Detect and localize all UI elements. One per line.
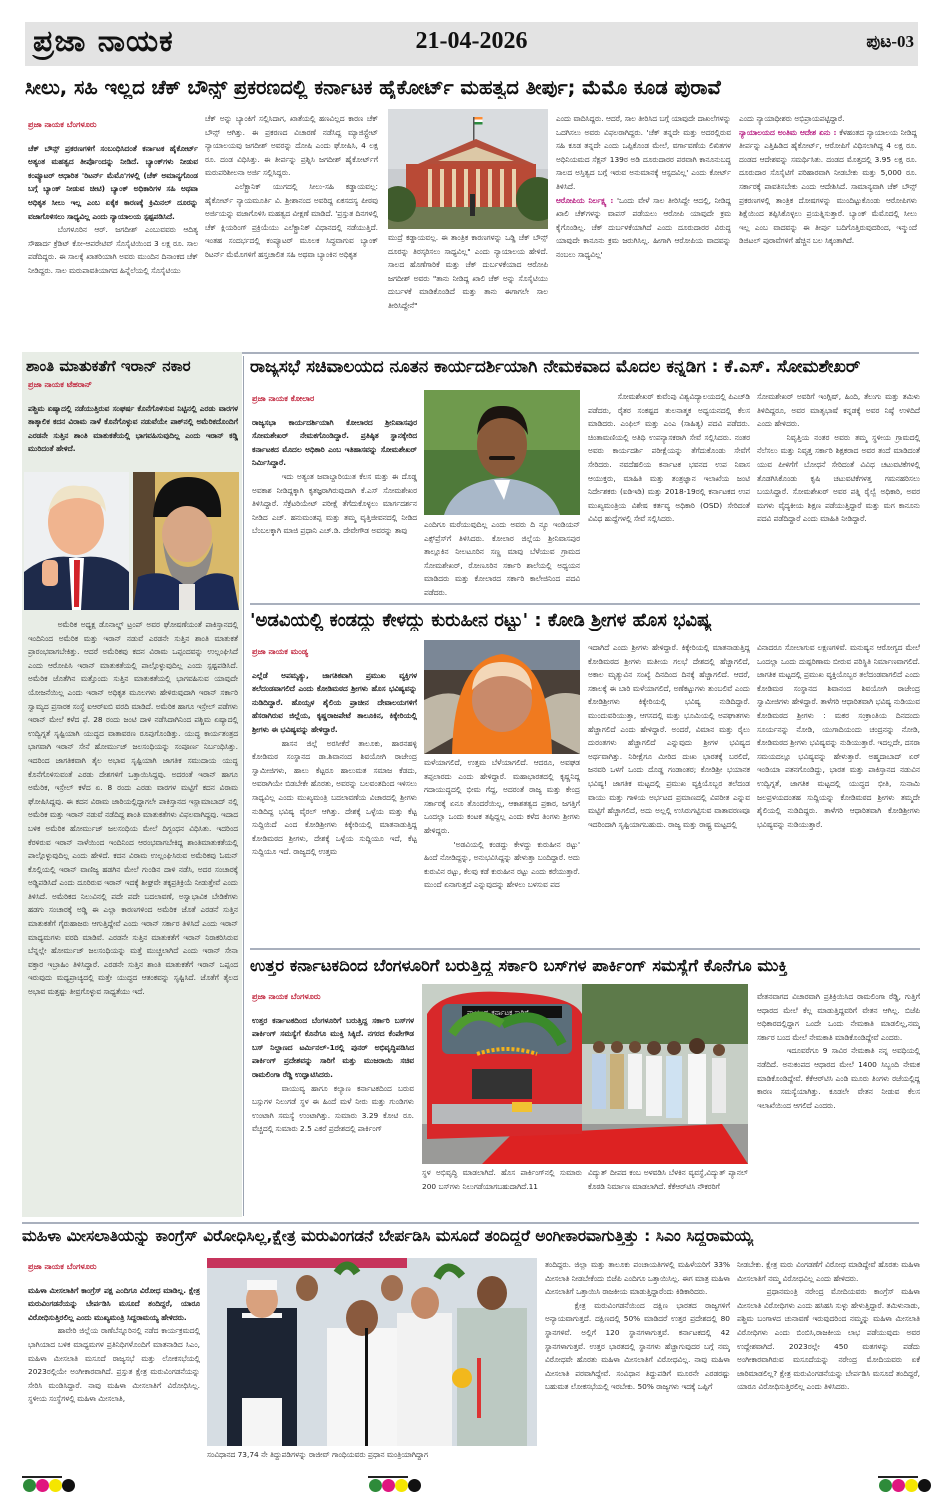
registration-dot-magenta	[892, 1479, 905, 1492]
registration-dot-black	[62, 1479, 75, 1492]
headline-iran: ಶಾಂತಿ ಮಾತುಕತೆಗೆ ಇರಾನ್ ನಕಾರ	[26, 357, 191, 375]
masthead	[25, 22, 918, 66]
article-text: ಸೋಮಶೇಖರ್ ಕುವೆಂಪು ವಿಶ್ವವಿದ್ಯಾಲಯದಲ್ಲಿ ಪಿಎಚ್‌ಡಿ ಪಡೆದರು, ರೈತರ ಸಂಕಷ್ಟದ ತುಲನಾತ್ಮಕ ಅಧ್ಯಯನದಲ್ಲಿ ಕೆಲಸ ಮಾಡಿದರು. ಎಂಫಿಲ್ ಮತ್ತು ಎಂಎ (ಸಾಹಿತ್ಯ) ಪದವಿ ಪಡೆದರು. ಚಿಂತಾಮಣಿಯಲ್ಲಿ ಅತಿಥಿ ಉಪನ್ಯಾಸಕರಾಗಿ ಸೇವೆ ಸಲ್ಲಿಸಿದರು. ನಂತರ ಅವರು ಕಾರ್ಯದರ್ಶಿ ಪರೀಕ್ಷೆಯನ್ನು ತೆಗೆದುಕೊಂಡು ಸೇವೆಗೆ ಸೇರಿದರು. ನವದೆಹಲಿಯ ಕರ್ನಾಟಕ ಭವನದ ಉಪ ನಿವಾಸ ಆಯುಕ್ತರು, ಮಾಹಿತಿ ಮತ್ತು ತಂತ್ರಜ್ಞಾನ ಇಲಾಖೆಯ ಜಂಟಿ ನಿರ್ದೇಶಕರು (ಐಡಿಇಡಿ) ಮತ್ತು 2018-19ರಲ್ಲಿ ಕರ್ನಾಟಕದ ಉಪ ಮುಖ್ಯಮಂತ್ರಿಯ ವಿಶೇಷ ಕರ್ತವ್ಯ ಅಧಿಕಾರಿ (OSD) ಸೇರಿದಂತೆ ವಿವಿಧ ಹುದ್ದೆಗಳಲ್ಲಿ ಸೇವೆ ಸಲ್ಲಿಸಿದರು.	[588, 392, 750, 524]
article-text: ಮಹಿಳಾ ಮೀಸಲಾತಿಗೆ ಕಾಂಗ್ರೆಸ್ ಪಕ್ಷ ಎಂದಿಗೂ ವಿರೋಧ ಮಾಡಿಲ್ಲ. ಕ್ಷೇತ್ರ ಮರುವಿಂಗಡನೆಯನ್ನು ಬೇರ್ಪಡಿಸಿ ಮಸೂದೆ ತಂದಿದ್ದರೆ, ಯಾರೂ ವಿರೋಧಿಸುತ್ತಿರಲಿಲ್ಲ ಎಂದು ಮುಖ್ಯಮಂತ್ರಿ ಸಿದ್ದರಾಮಯ್ಯ ಹೇಳಿದರು.	[28, 1285, 200, 1322]
registration-dot-green	[23, 1479, 36, 1492]
registration-dot-magenta	[36, 1479, 49, 1492]
registration-line	[368, 1476, 408, 1478]
article-text: ವಿನಾದರೂ ಸೋಲಾಗುವ ಲಕ್ಷಣಗಳಿವೆ. ಮನುಷ್ಯನ ಆರೋಗ್ಯದ ಮೇಲೆ ಒಂದಲ್ಲಾ ಒಂದು ದುಷ್ಪರಿಣಾಮ ಬೀರುವ ಪರಿಸ್ಥಿತಿ ನಿರ್ಮಾಣವಾಗಲಿದೆ. ಜಾಗತಿಕ ಮಟ್ಟದಲ್ಲಿ ಪ್ರಮುಖ ವ್ಯಕ್ತಿಯೊಬ್ಬರ ತಲೆದಂಡವಾಗಲಿದೆ ಎಂದು ಕೋಡಿಮಠ ಸಂಸ್ಥಾನದ ಶಿವಾನಂದ ಶಿವಯೋಗಿ ರಾಜೇಂದ್ರ ಸ್ವಾಮೀಜಿಗಳು ಹೇಳಿದ್ದಾರೆ. ತಾಳೆಗರಿ ಆಧಾರಿತವಾಗಿ ಭವಿಷ್ಯ ನುಡಿಯುವ ಕೋಡಿಮಠದ ಶ್ರೀಗಳು : ಮಕರ ಸಂಕ್ರಾಂತಿಯ ದಿನದಂದು ಸೂರ್ಯನನ್ನು ನೋಡಿ, ಯುಗಾದಿಯಂದು ಚಂದ್ರನನ್ನು ನೋಡಿ, ಕೋಡಿಮಠದ ಶ್ರೀಗಳು ಭವಿಷ್ಯವನ್ನು ನುಡಿಯುತ್ತಾರೆ. ಇದಲ್ಲದೇ, ದಸರಾ ಸಮಯದಲ್ಲೂ ಭವಿಷ್ಯವನ್ನು ಹೇಳುತ್ತಾರೆ. ಅಹ್ಮದಾಬಾದ್ ಏರ್ ಇಂಡಿಯಾ ಪತನಗೊಂಡಿದ್ದು, ಭಾರತ ಮತ್ತು ಪಾಕಿಸ್ತಾನದ ನಡುವಿನ ಉದ್ವಿಗ್ನತೆ, ಜಾಗತಿಕ ಮಟ್ಟದಲ್ಲಿ ಯುದ್ಧದ ಭೀತಿ, ಸುನಾಮಿ ಜಲಪ್ರಳಯದಂತಹ ಸುದ್ದಿಯನ್ನು ಕೋಡಿಮಠದ ಶ್ರೀಗಳು ತಮ್ಮದೇ ಶೈಲಿಯಲ್ಲಿ ನುಡಿದಿದ್ದರು. ತಾಳೆಗರಿ ಆಧಾರಿತವಾಗಿ ಕೋಡಿಶ್ರೀಗಳು ಭವಿಷ್ಯವನ್ನು ನುಡಿಯುತ್ತಾರೆ.	[757, 643, 920, 829]
article-text: ರಾಜ್ಯಸಭಾ ಕಾರ್ಯದರ್ಶಿಯಾಗಿ ಕೋಲಾರದ ಶ್ರೀನಿವಾಸಪುರ ಸೋಮಶೇಖರ್ ನೇಮಕಗೊಂಡಿದ್ದಾರೆ. ಪ್ರತಿಷ್ಠಿತ ಸ್ಥಾನಕ್ಕೇರಿದ ಕರ್ನಾಟಕದ ಮೊದಲ ಅಧಿಕಾರಿ ಎಂಬ ಇತಿಹಾಸವನ್ನು ಸೋಮಶೇಖರ್ ನಿರ್ಮಿಸಿದ್ದಾರೆ.	[252, 417, 417, 468]
siddaramaiah-photo	[207, 1258, 537, 1446]
headline-kodi: 'ಅಡವಿಯಲ್ಲಿ ಕಂಡದ್ದು ಕೇಳದ್ದು ಕುರುಹೀನ ರಟ್ಟು' : ಕೋಡಿ ಶ್ರೀಗಳ ಹೊಸ ಭವಿಷ್ಯ	[250, 610, 712, 631]
trump-photo	[24, 472, 129, 610]
registration-dot-black	[408, 1479, 421, 1492]
high-court-image	[388, 109, 548, 229]
article-text: ಎಲ್ಲೆಡೆ ಅಪಮೃತ್ಯು, ಜಾಗತಿಕವಾಗಿ ಪ್ರಮುಖ ವ್ಯಕ್ತಿಗಳ ತಲೆದಂಡವಾಗಲಿದೆ ಎಂದು ಕೋಡಿಮಠದ ಶ್ರೀಗಳು ಹೊಸ ಭವಿಷ್ಯವನ್ನು ನುಡಿದಿದ್ದಾರೆ. ಹೊಯ್ಸಳ ಶೈಲಿಯ ಪ್ರಾಚೀನ ದೇವಾಲಯಗಳಿಗೆ ಹೆಸರಾಗಿರುವ ಜಿಲ್ಲೆಯ, ಕೃಷ್ಣರಾಜಪೇಟೆ ತಾಲೂಕಿನ, ಕಿಕ್ಕೇರಿಯಲ್ಲಿ ಶ್ರೀಗಳು ಈ ಭವಿಷ್ಯವನ್ನು ಹೇಳಿದ್ದಾರೆ.	[252, 670, 417, 734]
registration-dot-black	[918, 1479, 931, 1492]
registration-line	[878, 1476, 918, 1478]
byline: ಪ್ರಜಾ ನಾಯಕ ಮಂಡ್ಯ	[252, 647, 309, 656]
bus-col-2	[422, 1166, 582, 1212]
article-text: ತಂದಿದ್ದರು. ಜಿಲ್ಲಾ ಮತ್ತು ತಾಲೂಕು ಪಂಚಾಯತಿಗಳಲ್ಲಿ ಮಹಿಳೆಯರಿಗೆ 33% ಮೀಸಲಾತಿ ನೀಡಬೇಕೆಂದು ಬಿಜೆಪಿ ಎಂದಿಗೂ ಒತ್ತಾಯಿಸಿಲ್ಲ. ಈಗ ಮಾತ್ರ ಮಹಿಳಾ ಮೀಸಲಾತಿಗೆ ಒತ್ತಾಯಿಸಿ ರಾಜಕೀಯ ಮಾಡುತ್ತಿದ್ದಾರೆಂದು ಕಿಡಿಕಾರಿದರು.	[545, 1260, 730, 1297]
article-text: ಚೆಕ್ ಅನ್ನು ಬ್ಯಾಂಕಿಗೆ ಸಲ್ಲಿಸಿದಾಗ, ಖಾತೆಯಲ್ಲಿ ಹಣವಿಲ್ಲದ ಕಾರಣ ಚೆಕ್ ಬೌನ್ಸ್ ಆಗಿತ್ತು. ಈ ಪ್ರಕರಣದ ವಿಚಾರಣೆ ನಡೆಸಿದ್ದ ಮ್ಯಾಜಿಸ್ಟ್ರೇಟ್ ನ್ಯಾಯಾಲಯವು ಜಗದೀಶ್ ಅವರನ್ನು ದೋಷಿ ಎಂದು ಘೋಷಿಸಿ, 4 ಲಕ್ಷ ರೂ. ದಂಡ ವಿಧಿಸಿತ್ತು. ಈ ತೀರ್ಪನ್ನು ಪ್ರಶ್ನಿಸಿ ಜಗದೀಶ್ ಹೈಕೋರ್ಟ್‌ಗೆ ಮರುಪರಿಶೀಲನಾ ಅರ್ಜಿ ಸಲ್ಲಿಸಿದ್ದರು.	[205, 114, 378, 178]
article-text: ಹಾವೇರಿ ಜಿಲ್ಲೆಯ ರಾಣೆಬೆನ್ನೂರಿನಲ್ಲಿ ನಡೆದ ಕಾರ್ಯಕ್ರಮದಲ್ಲಿ ಭಾಗಿಯಾದ ಬಳಿಕ ಮಾಧ್ಯಮಗಳ ಪ್ರತಿನಿಧಿಗಳೊಂದಿಗೆ ಮಾತನಾಡಿದ ಸಿಎಂ, ಮಹಿಳಾ ಮೀಸಲಾತಿ ಮಸೂದೆ ರಾಜ್ಯಸಭೆ ಮತ್ತು ಲೋಕಸಭೆಯಲ್ಲಿ 2023ರಲ್ಲಿಯೇ ಅಂಗೀಕಾರವಾಗಿದೆ. ಪ್ರಸ್ತುತ ಕ್ಷೇತ್ರ ಮರುವಿಂಗಡನೆಯನ್ನು ಸೇರಿಸಿ ಮಂಡಿಸಿದ್ದಾರೆ. ನಾವು ಮಹಿಳಾ ಮೀಸಲಾತಿಗೆ ವಿರೋಧಿಸಿಲ್ಲ. ಸ್ಥಳೀಯ ಸಂಸ್ಥೆಗಳಲ್ಲಿ ಮಹಿಳಾ ಮೀಸಲಾತಿ,	[28, 1326, 200, 1404]
article-text: ಅಮೆರಿಕ ಅಧ್ಯಕ್ಷ ಡೊನಾಲ್ಡ್ ಟ್ರಂಪ್ ಅವರ ಘೋಷಣೆಯಂತೆ ಪಾಕಿಸ್ತಾನದಲ್ಲಿ ಇಂದಿನಿಂದ ಅಮೆರಿಕ ಮತ್ತು ಇರಾನ್ ನಡುವೆ ಎರಡನೇ ಸುತ್ತಿನ ಶಾಂತಿ ಮಾತುಕತೆ ಪ್ರಾರಂಭವಾಗಬೇಕಿತ್ತು. ಆದರೆ ಅಮೆರಿಕವು ಕದನ ವಿರಾಮ ಒಪ್ಪಂದವನ್ನು ಉಲ್ಲಂಘಿಸಿದೆ ಎಂದು ಆರೋಪಿಸಿ ಇರಾನ್ ಮಾತುಕತೆಯಲ್ಲಿ ಪಾಲ್ಗೊಳ್ಳುವುದಿಲ್ಲ ಎಂದು ಸ್ಪಷ್ಟಪಡಿಸಿದೆ. ಅಮೆರಿಕ ಜೊತೆಗಿನ ಮತ್ತೊಂದು ಸುತ್ತಿನ ಮಾತುಕತೆಯಲ್ಲಿ ಭಾಗವಹಿಸುವ ಯಾವುದೇ ಯೋಜನೆಯಿಲ್ಲ ಎಂದು ಇರಾನ್ ಅಧಿಕೃತ ಮೂಲಗಳು ಹೇಳಿರುವುದಾಗಿ ಇರಾನ್ ಸರ್ಕಾರಿ ಸ್ವಾಮ್ಯದ ಪ್ರಸಾರಕ ಸಂಸ್ಥೆ ಐಆರ್‌ಐಬಿ ವರದಿ ಮಾಡಿದೆ. ಅಮೆರಿಕ ಹಾಗೂ ಇಸ್ರೇಲ್ ಪಡೆಗಳು ಇರಾನ್ ಮೇಲೆ ಕಳೆದ ಫೆ. 28 ರಂದು ಜಂಟಿ ದಾಳಿ ನಡೆಸಿದಾಗಿನಿಂದ ಪಶ್ಚಿಮ ಏಷ್ಯಾದಲ್ಲಿ ಉದ್ವಿಗ್ನತೆ ಸೃಷ್ಟಿಯಾಗಿ ಯುದ್ಧದ ವಾತಾವರಣ ರೂಪುಗೊಂಡಿತ್ತು. ಯುದ್ಧ ಕಾರ್ಯತಂತ್ರದ ಭಾಗವಾಗಿ ಇರಾನ್ ಸೇನೆ ಹೋರ್ಮುಜ್ ಜಲಸಂಧಿಯನ್ನು ಸಂಪೂರ್ಣ ನಿರ್ಬಂಧಿಸಿತ್ತು. ಇದರಿಂದ ಜಾಗತಿಕವಾಗಿ ತೈಲ ಅಭಾವ ಸೃಷ್ಟಿಯಾಗಿ ಜಾಗತಿಕ ಸಮುದಾಯ ಯುದ್ಧ ಕೊನೆಗೊಳಿಸುವಂತೆ ಎರಡು ದೇಶಗಳಿಗೆ ಒತ್ತಾಯಿಸಿದ್ದವು. ಅದರಂತೆ ಇರಾನ್ ಹಾಗೂ ಅಮೆರಿಕ, ಇಸ್ರೇಲ್ ಕಳೆದ ಏ. 8 ರಂದು ಎರಡು ವಾರಗಳ ಮಟ್ಟಿಗೆ ಕದನ ವಿರಾಮ ಘೋಷಿಸಿದ್ದವು. ಈ ಕದನ ವಿರಾಮ ಜಾರಿಯಲ್ಲಿದ್ದಾಗಲೇ ಪಾಕಿಸ್ತಾನದ ಇಸ್ಲಾಮಾಬಾದ್ ನಲ್ಲಿ ಅಮೆರಿಕ ಮತ್ತು ಇರಾನ್ ನಡುವೆ ನಡೆದಿದ್ದ ಶಾಂತಿ ಮಾತುಕತೆಗಳು ವಿಫಲವಾಗಿದ್ದವು. ಇದಾದ ಬಳಿಕ ಅಮೆರಿಕ ಹೋರ್ಮುಜ್ ಜಲಸಂಧಿಯ ಮೇಲೆ ದಿಗ್ಬಂಧನ ವಿಧಿಸಿತು. ಇದರಿಂದ ಕೆರಳಿರುವ ಇರಾನ್ ನಾಳೆಯಿಂದ ಇಂದಿನಿಂದ ಆರಂಭವಾಗಬೇಕಿದ್ದ ಶಾಂತಿಮಾತುಕತೆಯಲ್ಲಿ ಪಾಲ್ಗೊಳ್ಳುವುದಿಲ್ಲ ಎಂದು ಹೇಳಿದೆ. ಕದನ ವಿರಾಮ ಉಲ್ಲಂಘಿಸಿರುವ ಅಮೆರಿಕವು ಓಮನ್ ಕೊಲ್ಲಿಯಲ್ಲಿ ಇರಾನ್ ವಾಣಿಜ್ಯ ಹಡಗಿನ ಮೇಲೆ ಗುಂಡಿನ ದಾಳಿ ನಡೆಸಿ, ಅದರ ಸಂಚಾರಕ್ಕೆ ಅಡ್ಡಿಪಡಿಸಿದೆ ಎಂದು ದೂರಿರುವ ಇರಾನ್ ಇದಕ್ಕೆ ಶೀಘ್ರವೇ ತಕ್ಕಪ್ರತಿಕ್ರಿಯೆ ನೀಡುತ್ತೇವೆ ಎಂದು ತಿಳಿಸಿದೆ. ಅಮೆರಿಕದ ನಿಲುವಿನಲ್ಲಿ ಪದೇ ಪದೇ ಬದಲಾವಣೆ, ಅಸ್ವಾಭಾವಿಕ ಬೇಡಿಕೆಗಳು ಹಡಗು ಸಂಚಾರಕ್ಕೆ ಅಡ್ಡಿ ಈ ಎಲ್ಲಾ ಕಾರಣಗಳಿಂದ ಅಮೆರಿಕ ಜೊತೆ ಎರಡನೆ ಸುತ್ತಿನ ಮಾತುಕತೆಗೆ ಗೈರುಹಾಜರು ಆಗುತ್ತಿದ್ದೇವೆ ಎಂದು ಇರಾನ್ ಸರ್ಕಾರ ತಿಳಿಸಿದೆ ಎಂದು ಇರಾನ್ ಮಾಧ್ಯಮಗಳು ವರದಿ ಮಾಡಿವೆ. ಎರಡನೇ ಸುತ್ತಿನ ಮಾತುಕತೆಗೆ ಇರಾನ್ ನಿರಾಕರಿಸಿರುವ ಬೆನ್ನಲ್ಲೇ ಹೋರ್ಮುಜ್ ಜಲಸಂಧಿಯನ್ನು ಮತ್ತೆ ಮುಚ್ಚಲಾಗಿದೆ ಎಂದು ಇರಾನ್ ಸೇನಾ ವಕ್ತಾರ ಇಬ್ರಾಹಿಂ ತಿಳಿಸಿದ್ದಾರೆ. ಎರಡನೇ ಸುತ್ತಿನ ಶಾಂತಿ ಮಾತುಕತೆಗೆ ಇರಾನ್ ಒಪ್ಪಂದ ಇರುವುದು ಮಧ್ಯಪ್ರಾಚ್ಯದಲ್ಲಿ ಮತ್ತೇ ಯುದ್ಧದ ಆತಂಕವನ್ನು ಸೃಷ್ಟಿಸಿದೆ. ಜೊತೆಗೆ ತೈಲದ ಅಭಾವ ಮತ್ತಷ್ಟು ತೀವ್ರಗೊಳ್ಳುವ ಸಾಧ್ಯತೆಯು ಇದೆ.	[28, 620, 238, 997]
paper-name: ಪ್ರಜಾ ನಾಯಕ	[33, 24, 174, 59]
headline-bus-parking: ಉತ್ತರ ಕರ್ನಾಟಕದಿಂದ ಬೆಂಗಳೂರಿಗೆ ಬರುತ್ತಿದ್ದ ಸರ್ಕಾರಿ ಬಸ್‌ಗಳ ಪಾರ್ಕಿಂಗ್ ಸಮಸ್ಯೆಗೆ ಕೊನೆಗೂ ಮುಕ್ತಿ	[250, 956, 788, 975]
siddaramaiah-image	[207, 1258, 537, 1446]
somashekar-col-4	[757, 390, 920, 604]
article-text: ಚೆಕ್ ಬೌನ್ಸ್ ಪ್ರಕರಣಗಳಿಗೆ ಸಂಬಂಧಿಸಿದಂತೆ ಕರ್ನಾಟಕ ಹೈಕೋರ್ಟ್ ಅತ್ಯಂತ ಮಹತ್ವದ ತೀರ್ಪೊಂದನ್ನು ನೀಡಿದೆ. ಬ್ಯಾಂಕ್‌ಗಳು ನೀಡುವ ಕಂಪ್ಯೂಟರ್ ಆಧಾರಿತ 'ರಿಟರ್ನ್ ಮೆಮೊ'ಗಳಲ್ಲಿ (ಚೆಕ್ ಅಮಾನ್ಯಗೊಂಡ ಬಗ್ಗೆ ಬ್ಯಾಂಕ್ ನೀಡುವ ಚೀಟಿ) ಬ್ಯಾಂಕ್ ಅಧಿಕಾರಿಗಳ ಸಹಿ ಅಥವಾ ಅಧಿಕೃತ ಸೀಲು ಇಲ್ಲ ಎಂಬ ಏಕೈಕ ಕಾರಣಕ್ಕೆ ಕ್ರಿಮಿನಲ್ ದೂರನ್ನು ವಜಾಗೊಳಿಸಲು ಸಾಧ್ಯವಿಲ್ಲ ಎಂದು ನ್ಯಾಯಾಲಯ ಸ್ಪಷ್ಟಪಡಿಸಿದೆ.	[28, 143, 198, 221]
byline: ಪ್ರಜಾ ನಾಯಕ ಕೋಲಾರ	[252, 394, 315, 403]
article-text: ಇದೂವರೆಗೂ 9 ಸಾವಿರ ನೇಮಕಾತಿ ನನ್ನ ಅವಧಿಯಲ್ಲಿ ನಡೆದಿದೆ. ಅನುಕಂಪದ ಆಧಾರದ ಮೇಲೆ 1400 ಸಿಬ್ಬಂದಿ ನೇಮಕ ಮಾಡಿಕೊಂಡಿದ್ದೇವೆ. ಕೆಕೆಆರ್‌ಟಿಸಿ ಎಂಡಿ ಮೂರು ತಿಂಗಳು ರಜೆಯಲ್ಲಿದ್ದ ಕಾರಣ ಸಮಸ್ಯೆಯಾಗಿತ್ತು. ಕೂಡಲೇ ವೇತನ ನೀಡುವ ಕೆಲಸ ಇಲಾಖೆಯಿಂದ ಆಗಲಿದೆ ಎಂದರು.	[757, 1046, 920, 1110]
womens-col-3	[737, 1258, 920, 1478]
registration-dot-magenta	[382, 1479, 395, 1492]
kodi-col-2	[424, 756, 580, 946]
article-text: ಕ್ಷೇತ್ರ ಮರುವಿಂಗಡನೆಯಿಂದ ದಕ್ಷಿಣ ಭಾರತದ ರಾಜ್ಯಗಳಿಗೆ ಅನ್ಯಾಯವಾಗುತ್ತದೆ. ದಕ್ಷಿಣದಲ್ಲಿ 50% ಮಾಡಿದರೆ ಉತ್ತರ ಪ್ರದೇಶದಲ್ಲಿ 80 ಸ್ಥಾನಗಳಿವೆ. ಅಲ್ಲಿಗೆ 120 ಸ್ಥಾನಗಳಾಗುತ್ತವೆ. ಕರ್ನಾಟಕದಲ್ಲಿ 42 ಸ್ಥಾನಗಳಾಗುತ್ತವೆ. ಉತ್ತರ ಭಾರತದಲ್ಲಿ ಸ್ಥಾನಗಳು ಹೆಚ್ಚಾಗುವುದರ ಬಗ್ಗೆ ನಮ್ಮ ವಿರೋಧವೇ ಹೊರತು ಮಹಿಳಾ ಮೀಸಲಾತಿಗೆ ವಿರೋಧವಿಲ್ಲ. ನಾವು ಮಹಿಳಾ ಮೀಸಲಾತಿ ಪರವಾಗಿದ್ದೇವೆ. ಸಂವಿಧಾನ ತಿದ್ದುಪಡಿಗೆ ಮೂರನೇ ಎರಡರಷ್ಟು ಬಹುಮತ ಲೋಕಸಭೆಯಲ್ಲಿ ಇರಬೇಕು. 50% ರಾಜ್ಯಗಳು ಇದಕ್ಕೆ ಒಪ್ಪಿಗೆ	[545, 1300, 730, 1392]
somashekar-image	[424, 390, 580, 515]
kodi-col-1	[252, 645, 417, 945]
article-text: 'ಒಂದು ವೇಳೆ ಸಾಲ ತೀರಿಸಿದ್ದೇ ಆದಲ್ಲಿ, ನೀಡಿದ್ದ ಖಾಲಿ ಚೆಕ್‌ಗಳನ್ನು ವಾಪಸ್ ಪಡೆಯಲು ಆರೋಪಿ ಯಾವುದೇ ಕ್ರಮ ಕೈಗೊಂಡಿಲ್ಲ. ಚೆಕ್ ದುರ್ಬಳಕೆಯಾಗಿದೆ ಎಂದು ದೂರುದಾರರ ವಿರುದ್ಧ ಯಾವುದೇ ಕಾನೂನು ಕ್ರಮ ಜರುಗಿಸಿಲ್ಲ. ಹೀಗಾಗಿ ಆರೋಪಿಯ ವಾದವನ್ನು ನಂಬಲು ಸಾಧ್ಯವಿಲ್ಲ'	[556, 195, 731, 259]
high-court-photo	[388, 109, 548, 229]
byline: ಪ್ರಜಾ ನಾಯಕ ಬೆಂಗಳೂರು	[252, 992, 321, 1001]
registration-dot-green	[369, 1479, 382, 1492]
registration-marks-left	[23, 1479, 75, 1492]
iran-body	[28, 618, 238, 1213]
registration-dot-yellow	[395, 1479, 408, 1492]
article-text: ಎಲೆಕ್ಟ್ರಾನಿಕ್ ಯುಗದಲ್ಲಿ ಸೀಲು-ಸಹಿ ಕಡ್ಡಾಯವಲ್ಲ: ಹೈಕೋರ್ಟ್ ನ್ಯಾಯಮೂರ್ತಿ ವಿ. ಶ್ರೀಶಾನಂದ ಅವರಿದ್ದ ಏಕಸದಸ್ಯ ಪೀಠವು ಅರ್ಜಿಯನ್ನು ವಜಾಗೊಳಿಸಿ ಮಹತ್ವದ ವೀಕ್ಷಣೆ ಮಾಡಿದೆ. 'ಪ್ರಸ್ತುತ ದಿನಗಳಲ್ಲಿ ಚೆಕ್ ಕ್ಲಿಯರಿಂಗ್ ಪ್ರಕ್ರಿಯೆಯು ಎಲೆಕ್ಟ್ರಾನಿಕ್ ವಿಧಾನದಲ್ಲಿ ನಡೆಯುತ್ತಿದೆ. ಇಂತಹ ಸಂದರ್ಭದಲ್ಲಿ ಕಂಪ್ಯೂಟರ್ ಮೂಲಕ ಸಿದ್ಧವಾಗುವ ಬ್ಯಾಂಕ್ ರಿಟರ್ನ್ ಮೆಮೊಗಳಿಗೆ ಹಸ್ತಚಾಲಿತ ಸಹಿ ಅಥವಾ ಬ್ಯಾಂಕಿನ ಅಧಿಕೃತ	[205, 181, 378, 259]
cheque-col-3	[388, 231, 548, 350]
article-text: 'ಅಡವಿಯಲ್ಲಿ ಕಂಡದ್ದು ಕೇಳದ್ದು ಕುರುಹೀನ ರಟ್ಟು' ಹಿಂದೆ ನೋಡಿದ್ದನ್ನು, ಅನುಭವಿಸಿದ್ದನ್ನು ಹೇಳುತ್ತಾ ಬಂದಿದ್ದಾರೆ. ಅದು ಕುರುವಿನ ರಟ್ಟು, ಕೆಲವು ಕಡೆ ಕುರುಹೀನ ರಟ್ಟು ಎಂದು ಕರೆಯುತ್ತಾರೆ. ಮುಂದೆ ಏನಾಗುತ್ತದೆ ಎನ್ನುವುದನ್ನು ಹೇಳಲು ಬಳಸುವ ಪದ	[424, 839, 580, 890]
trump-image	[24, 472, 129, 610]
somashekar-col-3	[588, 390, 750, 604]
bus-col-3	[588, 1166, 748, 1212]
bus-parking-image	[422, 984, 748, 1164]
bus-parking-photo	[422, 984, 748, 1164]
article-text: ಉತ್ತರ ಕರ್ನಾಟಕದಿಂದ ಬೆಂಗಳೂರಿಗೆ ಬರುತ್ತಿದ್ದ ಸರ್ಕಾರಿ ಬಸ್‌ಗಳ ಪಾರ್ಕಿಂಗ್ ಸಮಸ್ಯೆಗೆ ಕೊನೆಗೂ ಮುಕ್ತಿ ಸಿಕ್ಕಿದೆ. ನಗರದ ಕೆಂಪೇಗೌಡ ಬಸ್ ನಿಲ್ದಾಣದ ಟರ್ಮಿನಲ್-1ರಲ್ಲಿ ಪುನರ್ ಅಭಿವೃದ್ಧಿಪಡಿಸಿದ ಪಾರ್ಕಿಂಗ್ ಪ್ರದೇಶವನ್ನು ಸಾರಿಗೆ ಮತ್ತು ಮುಜರಾಯಿ ಸಚಿವ ರಾಮಲಿಂಗಾ ರೆಡ್ಡಿ ಉದ್ಘಾಟಿಸಿದರು.	[252, 1015, 414, 1079]
cheque-col-4	[556, 112, 731, 350]
kodi-col-3	[588, 641, 750, 946]
article-text: ಮುದ್ರೆ ಕಡ್ಡಾಯವಲ್ಲ. ಈ ತಾಂತ್ರಿಕ ಕಾರಣಗಳನ್ನು ಒಡ್ಡಿ ಚೆಕ್ ಬೌನ್ಸ್ ದೂರನ್ನು ತಿರಸ್ಕರಿಸಲು ಸಾಧ್ಯವಿಲ್ಲ" ಎಂದು ನ್ಯಾಯಾಲಯ ಹೇಳಿದೆ. ಸಾಲದ ಹೊಣೆಗಾರಿಕೆ ಮತ್ತು ಚೆಕ್ ದುರ್ಬಳಕೆಯಾದ ಆರೋಪಿ ಜಗದೀಶ್ ಅವರು "ತಾನು ನೀಡಿದ್ದ ಖಾಲಿ ಚೆಕ್ ಅನ್ನು ಸೊಸೈಟಿಯು ದುರ್ಬಳಕೆ ಮಾಡಿಕೊಂಡಿದೆ ಮತ್ತು ತಾನು ಈಗಾಗಲೇ ಸಾಲ ತೀರಿಸಿದ್ದೇನೆ"	[388, 233, 548, 310]
article-text: ವಿದ್ಯುತ್ ದೀಪದ ಕಂಬ ಅಳವಡಿಸಿ ಬೆಳಕಿನ ವ್ಯವಸ್ಥೆ,ವಿದ್ಯುತ್ ಪ್ಯಾನಲ್ ಕೊಠಡಿ ನಿರ್ಮಾಣ ಮಾಡಲಾಗಿದೆ. ಕೆಕೆಆರ್‌ಟಿಸಿ ನೌಕರರಿಗೆ	[588, 1168, 748, 1191]
article-text: ಮಳೆಯಾಗಲಿದೆ, ಉತ್ತಮ ಬೆಳೆಯಾಗಲಿದೆ. ಆದರೂ, ಅವಘಡ ತಪ್ಪಲಾರದು ಎಂದು ಹೇಳಿದ್ದಾರೆ. ಮಹಾಭಾರತದಲ್ಲಿ ಕೃಷ್ಣನಿದ್ದ ಗದಾಯುದ್ಧದಲ್ಲಿ ಭೀಮ ಗೆದ್ದ, ಅದರಂತೆ ರಾಜ್ಯ ಮತ್ತು ಕೇಂದ್ರ ಸರ್ಕಾರಕ್ಕೆ ಏನೂ ತೊಂದರೆಯಿಲ್ಲ, ಆಕಾಶತತ್ವದ ಪ್ರಕಾರ, ಜಗತ್ತಿಗೆ ಒಂದಲ್ಲಾ ಒಂದು ಕಂಟಕ ತಪ್ಪಿದ್ದಲ್ಲ ಎಂದು ಕಳೆದ ತಿಂಗಳು ಶ್ರೀಗಳು ಹೇಳಿದ್ದರು.	[424, 758, 580, 835]
cheque-col-2	[205, 112, 378, 350]
iran-cleric-image	[133, 472, 239, 610]
section-divider	[22, 1222, 919, 1224]
bus-col-4	[757, 990, 920, 1212]
cheque-col-1	[28, 118, 198, 350]
womens-col-2	[545, 1258, 730, 1478]
somashekar-photo	[424, 390, 580, 515]
subheading: ಆರೋಪಿಯ ನಿರ್ಲಕ್ಷ್ಯ :	[556, 195, 614, 205]
subheading: ನ್ಯಾಯಾಲಯದ ಅಂತಿಮ ಆದೇಶ ಏನು :	[739, 127, 837, 137]
page-number: ಪುಟ-03	[866, 32, 914, 51]
headline-somashekar: ರಾಜ್ಯಸಭೆ ಸಚಿವಾಲಯದ ನೂತನ ಕಾರ್ಯದರ್ಶಿಯಾಗಿ ನೇಮಕವಾದ ಮೊದಲ ಕನ್ನಡಿಗ : ಕೆ.ಎಸ್. ಸೋಮಶೇಖರ್	[250, 357, 861, 377]
kodi-seer-photo	[424, 640, 580, 754]
kodi-seer-image	[424, 640, 580, 754]
article-text: ಇದು ಅತ್ಯಂತ ಜವಾಬ್ದಾರಿಯುತ ಕೆಲಸ ಮತ್ತು ಈ ದೊಡ್ಡ ಅವಕಾಶ ನೀಡಿದ್ದಕ್ಕಾಗಿ ಕೃತಜ್ಞರಾಗಿರುವುದಾಗಿ ಕೆ.ಎಸ್ ಸೋಮಶೇಖರ ತಿಳಿಸಿದ್ದಾರೆ. ಸೆಕ್ರೆಟರಿಯೇಟ್ ಪರೀಕ್ಷೆ ತೆಗೆದುಕೊಳ್ಳಲು ಮಾರ್ಗದರ್ಶನ ನೀಡಿದ ಎಚ್. ಹನುಮಂತಪ್ಪ ಮತ್ತು ತಮ್ಮ ವೃತ್ತಿಜೀವನದಲ್ಲಿ ನೀಡಿದ ಬೆಂಬಲಕ್ಕಾಗಿ ಮಾಜಿ ಪ್ರಧಾನಿ ಎಚ್.ಡಿ. ದೇವೇಗೌಡ ಅವರನ್ನು ತಾವು	[252, 471, 417, 536]
article-text: ಪಶ್ಚಿಮ ಏಷ್ಯಾದಲ್ಲಿ ನಡೆಯುತ್ತಿರುವ ಸಂಘರ್ಷ ಕೊನೆಗೊಳಿಸುವ ನಿಟ್ಟಿನಲ್ಲಿ ಎರಡು ವಾರಗಳ ತಾತ್ಕಾಲಿಕ ಕದನ ವಿರಾಮ ನಾಳೆ ಕೊನೆಗೊಳ್ಳುವ ನಡುವೆಯೇ ಪಾಕ್‌ನಲ್ಲಿ ಅಮೆರಿಕದೊಂದಿಗೆ ಎರಡನೇ ಸುತ್ತಿನ ಶಾಂತಿ ಮಾತುಕತೆಯಲ್ಲಿ ಭಾಗವಹಿಸುವುದಿಲ್ಲ ಎಂದು ಇರಾನ್ ಕಡ್ಡಿ ಮುರಿದಂತೆ ಹೇಳಿದೆ.	[28, 403, 238, 454]
article-text: ಎಂದು ನ್ಯಾಯಾಧೀಶರು ಅಭಿಪ್ರಾಯಪಟ್ಟಿದ್ದಾರೆ.	[739, 114, 845, 123]
article-text: ಎಂದು ವಾದಿಸಿದ್ದರು. ಆದರೆ, ಸಾಲ ತೀರಿಸಿದ ಬಗ್ಗೆ ಯಾವುದೇ ದಾಖಲೆಗಳನ್ನು ಒದಗಿಸಲು ಅವರು ವಿಫಲರಾಗಿದ್ದರು. 'ಚೆಕ್ ತನ್ನದೇ ಮತ್ತು ಅದರಲ್ಲಿರುವ ಸಹಿ ಕೂಡ ತನ್ನದೇ ಎಂದು ಒಪ್ಪಿಕೊಂಡ ಮೇಲೆ, ವರ್ಗಾವಣೆಯ ಲಿಖಿತಗಳ ಅಧಿನಿಯಮದ ಸೆಕ್ಷನ್ 139ರ ಅಡಿ ದೂರುದಾರರ ಪರವಾಗಿ ಕಾನೂನುಬದ್ಧ ಸಾಲದ ಅಸ್ತಿತ್ವದ ಬಗ್ಗೆ ಇರುವ ಅನುಮಾನಕ್ಕೆ ಆಸ್ಪದವಿಲ್ಲ' ಎಂದು ಕೋರ್ಟ್ ತಿಳಿಸಿದೆ.	[556, 114, 731, 191]
iran-cleric-photo	[133, 472, 239, 610]
article-text: ವಾಯುವ್ಯ ಹಾಗೂ ಕಲ್ಯಾಣ ಕರ್ನಾಟಕದಿಂದ ಬರುವ ಬಸ್ಸುಗಳ ನಿಲುಗಡೆ ಸ್ಥಳ ಈ ಹಿಂದೆ ಮಳೆ ನೀರು ಮತ್ತು ಗುಂಡಿಗಳು ಉಂಟಾಗಿ ಸಮಸ್ಯೆ ಉಂಟಾಗಿತ್ತು. ಸುಮಾರು 3.29 ಕೋಟಿ ರೂ. ವೆಚ್ಚದಲ್ಲಿ ಸುಮಾರು 2.5 ಎಕರೆ ಪ್ರದೇಶದಲ್ಲಿ ಪಾರ್ಕಿಂಗ್	[252, 1083, 414, 1134]
photo-caption: ಸಂವಿಧಾನದ 73,74 ನೇ ತಿದ್ದುಪಡಿಗಳನ್ನು ರಾಜೀವ್ ಗಾಂಧಿಯವರು ಪ್ರಧಾನ ಮಂತ್ರಿಯಾಗಿದ್ದಾಗ	[207, 1450, 428, 1459]
headline-womens-reservation: ಮಹಿಳಾ ಮೀಸಲಾತಿಯನ್ನು ಕಾಂಗ್ರೆಸ್ ವಿರೋಧಿಸಿಲ್ಲ,ಕ್ಷೇತ್ರ ಮರುವಿಂಗಡನೆ ಬೇರ್ಪಡಿಸಿ ಮಸೂದೆ ತಂದಿದ್ದರೆ ಅಂಗೀಕಾರವಾಗುತ್ತಿತ್ತು : ಸಿಎಂ ಸಿದ್ದರಾಮಯ್ಯ	[22, 1227, 754, 1245]
article-text: ಎಂದಿಗೂ ಮರೆಯುವುದಿಲ್ಲ ಎಂದು ಅವರು ದಿ ನ್ಯೂ ಇಂಡಿಯನ್ ಎಕ್ಸ್‌ಪ್ರೆಸ್‌ಗೆ ತಿಳಿಸಿದರು. ಕೋಲಾರ ಜಿಲ್ಲೆಯ ಶ್ರೀನಿವಾಸಪುರ ತಾಲ್ಲೂಕಿನ ನೀಲಟೂರಿನ ಸಣ್ಣ ಮಾವು ಬೆಳೆಯುವ ಗ್ರಾಮದ ಸೋಮಶೇಖರ್, ರೋಣೂರಿನ ಸರ್ಕಾರಿ ಶಾಲೆಯಲ್ಲಿ ಅಧ್ಯಯನ ಮಾಡಿದರು ಮತ್ತು ಕೋಲಾರದ ಸರ್ಕಾರಿ ಕಾಲೇಜಿನಿಂದ ಪದವಿ ಪಡೆದರು.	[424, 520, 580, 597]
kodi-col-4	[757, 641, 920, 946]
iran-lead	[28, 378, 238, 458]
registration-line	[22, 1476, 62, 1478]
article-text: ಪ್ರಧಾನಮಂತ್ರಿ ನರೇಂದ್ರ ಮೋದಿಯವರು ಕಾಂಗ್ರೆಸ್ ಮಹಿಳಾ ಮೀಸಲಾತಿ ವಿರೋಧಿಗಳು ಎಂದು ಹಸಿಹಸಿ ಸುಳ್ಳು ಹೇಳುತ್ತಿದ್ದಾರೆ. ತಮಿಳುನಾಡು, ಪಶ್ಚಿಮ ಬಂಗಾಳದ ಚುನಾವಣೆ ಇರುವುದರಿಂದ ನಮ್ಮನ್ನು ಮಹಿಳಾ ಮೀಸಲಾತಿ ವಿರೋಧಿಗಳು ಎಂದು ಬಿಂಬಿಸಿ,ರಾಜಕೀಯ ಲಾಭ ಪಡೆಯುವುದು ಅವರ ಉದ್ದೇಶವಾಗಿದೆ. 2023ರಲ್ಲೇ 450 ಮತಗಳನ್ನು ಪಡೆದು ಅಂಗೀಕಾರವಾಗಿರುವ ಮಸೂದೆಯನ್ನು ನರೇಂದ್ರ ಮೋದಿಯವರು ಏಕೆ ಜಾರಿಮಾಡಲಿಲ್ಲ? ಕ್ಷೇತ್ರ ಮರುವಿಂಗಡನೆಯನ್ನು ಬೇರ್ಪಡಿಸಿ ಮಸೂದೆ ತಂದಿದ್ದರೆ, ಯಾರೂ ವಿರೋಧಿಸುತ್ತಿರಲಿಲ್ಲ ಎಂದು ತಿಳಿಸಿದರು.	[737, 1287, 920, 1392]
registration-dot-yellow	[49, 1479, 62, 1492]
headline-cheque: ಸೀಲು, ಸಹಿ ಇಲ್ಲದ ಚೆಕ್ ಬೌನ್ಸ್ ಪ್ರಕರಣದಲ್ಲಿ ಕರ್ನಾಟಕ ಹೈಕೋರ್ಟ್ ಮಹತ್ವದ ತೀರ್ಪು; ಮೆಮೊ ಕೂಡ ಪುರಾವೆ	[25, 76, 721, 99]
registration-dot-green	[879, 1479, 892, 1492]
article-text: ವೇತನವಾಗದ ವಿಚಾರವಾಗಿ ಪ್ರತಿಕ್ರಿಯಿಸಿದ ರಾಮಲಿಂಗಾ ರೆಡ್ಡಿ, ಗುತ್ತಿಗೆ ಆಧಾರದ ಮೇಲೆ ಕೆಲ್ಲ ಮಾಡುತ್ತಿದ್ದವರಿಗೆ ವೇತನ ಆಗಿಲ್ಲ. ಬಿಜೆಪಿ ಅಧಿಕಾರದಲ್ಲಿದ್ದಾಗ ಒಂದೇ ಒಂದು ನೇಮಕಾತಿ ಮಾಡಲಿಲ್ಲ,ನಮ್ಮ ಸರ್ಕಾರ ಬಂದ ಮೇಲೆ ನೇಮಕಾತಿ ಮಾಡಿಕೊಂಡಿದ್ದೇವೆ ಎಂದರು.	[757, 992, 920, 1042]
article-text: ಸೋಮಶೇಖರ್ ಅವರಿಗೆ ಇಂಗ್ಲಿಷ್, ಹಿಂದಿ, ತೆಲುಗು ಮತ್ತು ತಮಿಳು ತಿಳಿದಿದ್ದರೂ, ಅವರ ಮಾತೃಭಾಷೆ ಕನ್ನಡಕ್ಕೆ ಅವರ ನಿಷ್ಠೆ ಉಳಿದಿದೆ ಎಂದು ಹೇಳಿದರು.	[757, 392, 920, 429]
byline: ಪ್ರಜಾ ನಾಯಕ ಬೆಂಗಳೂರು	[28, 1262, 97, 1271]
article-text: ಸ್ಥಳ ಅಭಿವೃದ್ಧಿ ಮಾಡಲಾಗಿದೆ. ಹೊಸ ಪಾರ್ಕಿಂಗ್‌ನಲ್ಲಿ ಸುಮಾರು 200 ಬಸ್‌ಗಳು ನಿಲುಗಡೆಯಾಗಬಹುದಾಗಿದೆ.11	[422, 1168, 582, 1191]
section-divider	[250, 603, 920, 605]
registration-marks-center	[369, 1479, 421, 1492]
bus-col-1	[252, 990, 414, 1210]
article-text: ಕೆಳಹಂತದ ನ್ಯಾಯಾಲಯ ನೀಡಿದ್ದ ತೀರ್ಪನ್ನು ಎತ್ತಿಹಿಡಿದ ಹೈಕೋರ್ಟ್, ಆರೋಪಿಗೆ ವಿಧಿಸಲಾಗಿದ್ದ 4 ಲಕ್ಷ ರೂ. ದಂಡದ ಆದೇಶವನ್ನು ಸಮರ್ಥಿಸಿತು. ದಂಡದ ಮೊತ್ತದಲ್ಲಿ 3.95 ಲಕ್ಷ ರೂ. ದೂರುದಾರ ಸೊಸೈಟಿಗೆ ಪರಿಹಾರವಾಗಿ ನೀಡಬೇಕು ಮತ್ತು 5,000 ರೂ. ಸರ್ಕಾರಕ್ಕೆ ಪಾವತಿಸಬೇಕು ಎಂದು ಆದೇಶಿಸಿದೆ. ಸಾಮಾನ್ಯವಾಗಿ ಚೆಕ್ ಬೌನ್ಸ್ ಪ್ರಕರಣಗಳಲ್ಲಿ ತಾಂತ್ರಿಕ ದೋಷಗಳನ್ನು ಮುಂದಿಟ್ಟುಕೊಂಡು ಆರೋಪಿಗಳು ಶಿಕ್ಷೆಯಿಂದ ತಪ್ಪಿಸಿಕೊಳ್ಳಲು ಪ್ರಯತ್ನಿಸುತ್ತಾರೆ. ಬ್ಯಾಂಕ್ ಮೆಮೊದಲ್ಲಿ ಸೀಲು ಇಲ್ಲ ಎಂಬ ವಾದವನ್ನು ಈ ತೀರ್ಪು ಬದಿಗೊತ್ತಿರುವುದರಿಂದ, ಇನ್ಮುಂದೆ ಡಿಜಿಟಲ್ ಪುರಾವೆಗಳಿಗೆ ಹೆಚ್ಚಿನ ಬಲ ಸಿಕ್ಕಂತಾಗಿದೆ.	[739, 127, 917, 246]
womens-col-1	[28, 1260, 200, 1475]
article-text: ಇದಾಗಿದೆ ಎಂದು ಶ್ರೀಗಳು ಹೇಳಿದ್ದಾರೆ. ಕಿಕ್ಕೇರಿಯಲ್ಲಿ ಮಾತನಾಡುತ್ತಿದ್ದ ಕೋಡಿಮಠದ ಶ್ರೀಗಳು ಮತೀಯ ಗಲಭೆ ದೇಶದಲ್ಲಿ ಹೆಚ್ಚಾಗಲಿದೆ, ಅಕಾಲ ಮೃತ್ಯುವಿನ ಸಂಖ್ಯೆ ದಿನದಿಂದ ದಿನಕ್ಕೆ ಹೆಚ್ಚಾಗಲಿದೆ. ಆದರೆ, ಸಕಾಲಕ್ಕೆ ಈ ಬಾರಿ ಮಳೆಯಾಗಲಿದೆ, ಅಣೆಕಟ್ಟುಗಳು ತುಂಬಲಿವೆ ಎಂದು ಕೋಡಿಶ್ರೀಗಳು ಕಿಕ್ಕೇರಿಯಲ್ಲಿ ಭವಿಷ್ಯ ನುಡಿದಿದ್ದಾರೆ. ಮುಂದುವರಿಯುತ್ತಾ, ಆಗಸದಲ್ಲಿ ಮತ್ತು ಭೂಮಿಯಲ್ಲಿ ಅಪಘಾತಗಳು ಹೆಚ್ಚಾಗಲಿದೆ ಎಂದು ಹೇಳಿದ್ದಾರೆ. ಅಂದರೆ, ವಿಮಾನ ಮತ್ತು ರೈಲು ದುರಂತಗಳು ಹೆಚ್ಚಾಗಲಿದೆ ಎನ್ನುವುದು ಶ್ರೀಗಳ ಭವಿಷ್ಯದ ಅರ್ಥವಾಗಿತ್ತು. ನಿರೀಕ್ಷೆಗೂ ಮೀರಿದ ದುಃಖ ಭಾರತಕ್ಕೆ ಬರಲಿದೆ, ಜನವರಿ ಒಳಗೆ ಒಂದು ದೊಡ್ಡ ಗಂಡಾಂತರ; ಕೋಡಿಶ್ರೀ ಭಯಾನಕ ಭವಿಷ್ಯ! ಜಾಗತಿಕ ಮಟ್ಟದಲ್ಲಿ ಪ್ರಮುಖ ವ್ಯಕ್ತಿಯೊಬ್ಬರ ತಲೆದಂಡ ವಾಯು ಮತ್ತು ಗಾಳಿಯ ಅರ್ಭಟದ ಪ್ರಮಾಣದಲ್ಲಿ ವಿಪರೀತ ಎನ್ನುವ ಮಟ್ಟಿಗೆ ಹೆಚ್ಚಾಗಲಿದೆ, ಅದು ಅಲ್ಲಲ್ಲಿ ಉಸಿರುಗಟ್ಟಿಸುವ ವಾತಾವರಣವೂ ಇದರಿಂದಾಗಿ ಸೃಷ್ಟಿಯಾಗಬಹುದು. ರಾಜ್ಯ ಮತ್ತು ರಾಷ್ಟ್ರ ಮಟ್ಟದಲ್ಲಿ	[588, 643, 750, 829]
article-text: ಬೆಂಗಳೂರಿನ ಆರ್. ಜಗದೀಶ್ ಎಂಬುವವರು ಆದಿತ್ಯ ಸೌಹಾರ್ದ ಕ್ರೆಡಿಟ್ ಕೋ-ಆಪರೇಟಿವ್ ಸೊಸೈಟಿಯಿಂದ 3 ಲಕ್ಷ ರೂ. ಸಾಲ ಪಡೆದಿದ್ದರು. ಈ ಸಾಲಕ್ಕೆ ಖಾತರಿಯಾಗಿ ಅವರು ಮುಂದಿನ ದಿನಾಂಕದ ಚೆಕ್ ನೀಡಿದ್ದರು. ಸಾಲ ಮರುಪಾವತಿಯಾಗದ ಹಿನ್ನೆಲೆಯಲ್ಲಿ ಸೊಸೈಟಿಯು	[28, 225, 198, 275]
cheque-col-5	[739, 112, 917, 350]
issue-date: 21-04-2026	[415, 28, 528, 54]
registration-marks-right	[879, 1479, 931, 1492]
column-divider	[243, 356, 244, 1216]
article-text: ಹಾಸನ ಜಿಲ್ಲೆ ಅರಸೀಕೆರೆ ತಾಲೂಕು, ಹಾರನಹಳ್ಳಿ ಕೋಡಿಮಠ ಸಂಸ್ಥಾನದ ಡಾ.ಶಿವಾನಂದ ಶಿವಯೋಗಿ ರಾಜೇಂದ್ರ ಸ್ವಾಮೀಜಿಗಳು, ಹಾಲು ಕೆಟ್ಟರೂ ಹಾಲುಮತ ಸಮಾಜ ಕೆಡದು, ಅವರಾಗಿಯೇ ಬಿಡಬೇಕೇ ಹೊರತು, ಅವರನ್ನು ಬಲವಂತದಿಂದ ಇಳಿಸಲು ಸಾಧ್ಯವಿಲ್ಲ ಎಂದು ಮುಖ್ಯಮಂತ್ರಿ ಬದಲಾವಣೆಯ ವಿಚಾರದಲ್ಲಿ ಶ್ರೀಗಳು ನುಡಿದಿದ್ದ ಭವಿಷ್ಯ ವೈರಲ್ ಆಗಿತ್ತು. ದೇಶಕ್ಕೆ ಒಳ್ಳೆಯ ಮತ್ತು ಕೆಟ್ಟ ಸುದ್ದಿಯಿದೆ ಎಂದ ಕೋಡಿಶ್ರೀಗಳು ಕಿಕ್ಕೇರಿಯಲ್ಲಿ ಮಾತನಾಡುತ್ತಿದ್ದ ಕೋಡಿಮಠದ ಶ್ರೀಗಳು, ದೇಶಕ್ಕೆ ಒಳ್ಳೆಯ ಸುದ್ದಿಯೂ ಇದೆ, ಕೆಟ್ಟ ಸುದ್ದಿಯೂ ಇದೆ. ರಾಜ್ಯದಲ್ಲಿ ಉತ್ತಮ	[252, 738, 417, 857]
section-divider	[250, 948, 920, 950]
registration-dot-yellow	[905, 1479, 918, 1492]
bus-destination-sign: ವಾಯುವ್ಯ ಕರ್ನಾಟಕ ಸಾರಿಗೆ	[467, 1009, 529, 1017]
somashekar-col-1	[252, 392, 417, 602]
article-text: ನಿವೃತ್ತಿಯ ನಂತರ ಅವರು ತಮ್ಮ ಸ್ಥಳೀಯ ಗ್ರಾಮದಲ್ಲಿ ನೆಲೆಸಲು ಮತ್ತು ನಿವೃತ್ತ ಸರ್ಕಾರಿ ಶಿಕ್ಷಕರಾದ ಅವರ ತಂದೆ ಮಾಡಿದಂತೆ ಯುವ ಪೀಳಿಗೆಗೆ ಬೋಧನೆ ಸೇರಿದಂತೆ ವಿವಿಧ ಚಟುವಟಿಕೆಗಳಲ್ಲಿ ತೊಡಗಿಸಿಕೊಂಡು ಕೃಷಿ ಚಟುವಟಿಕೆಗಳತ್ತ ಗಮನಹರಿಸಲು ಬಯಸಿದ್ದಾರೆ. ಸೋಮಶೇಖರ್ ಅವರ ಪತ್ನಿ ರೈಲ್ವೆ ಅಧಿಕಾರಿ, ಅವರ ಮಗಳು ವೈದ್ಯಕೀಯ ಶಿಕ್ಷಣ ಪಡೆಯುತ್ತಿದ್ದಾರೆ ಮತ್ತು ಮಗ ಕಾನೂನು ಪದವಿ ಪಡೆದಿದ್ದಾರೆ ಎಂದು ಮಾಹಿತಿ ನೀಡಿದ್ದಾರೆ.	[757, 432, 920, 524]
byline: ಪ್ರಜಾ ನಾಯಕ ಬೆಂಗಳೂರು	[28, 120, 97, 129]
article-text: ನೀಡಬೇಕು. ಕ್ಷೇತ್ರ ಮರು ವಿಂಗಡಣೆಗೆ ವಿರೋಧ ಮಾಡಿದ್ದೇವೆ ಹೊರತು ಮಹಿಳಾ ಮೀಸಲಾತಿಗೆ ನಮ್ಮ ವಿರೋಧವಿಲ್ಲ ಎಂದು ಹೇಳಿದರು.	[737, 1260, 920, 1283]
byline: ಪ್ರಜಾ ನಾಯಕ ಟೆಹರಾನ್	[28, 380, 92, 389]
somashekar-col-2	[424, 518, 580, 604]
